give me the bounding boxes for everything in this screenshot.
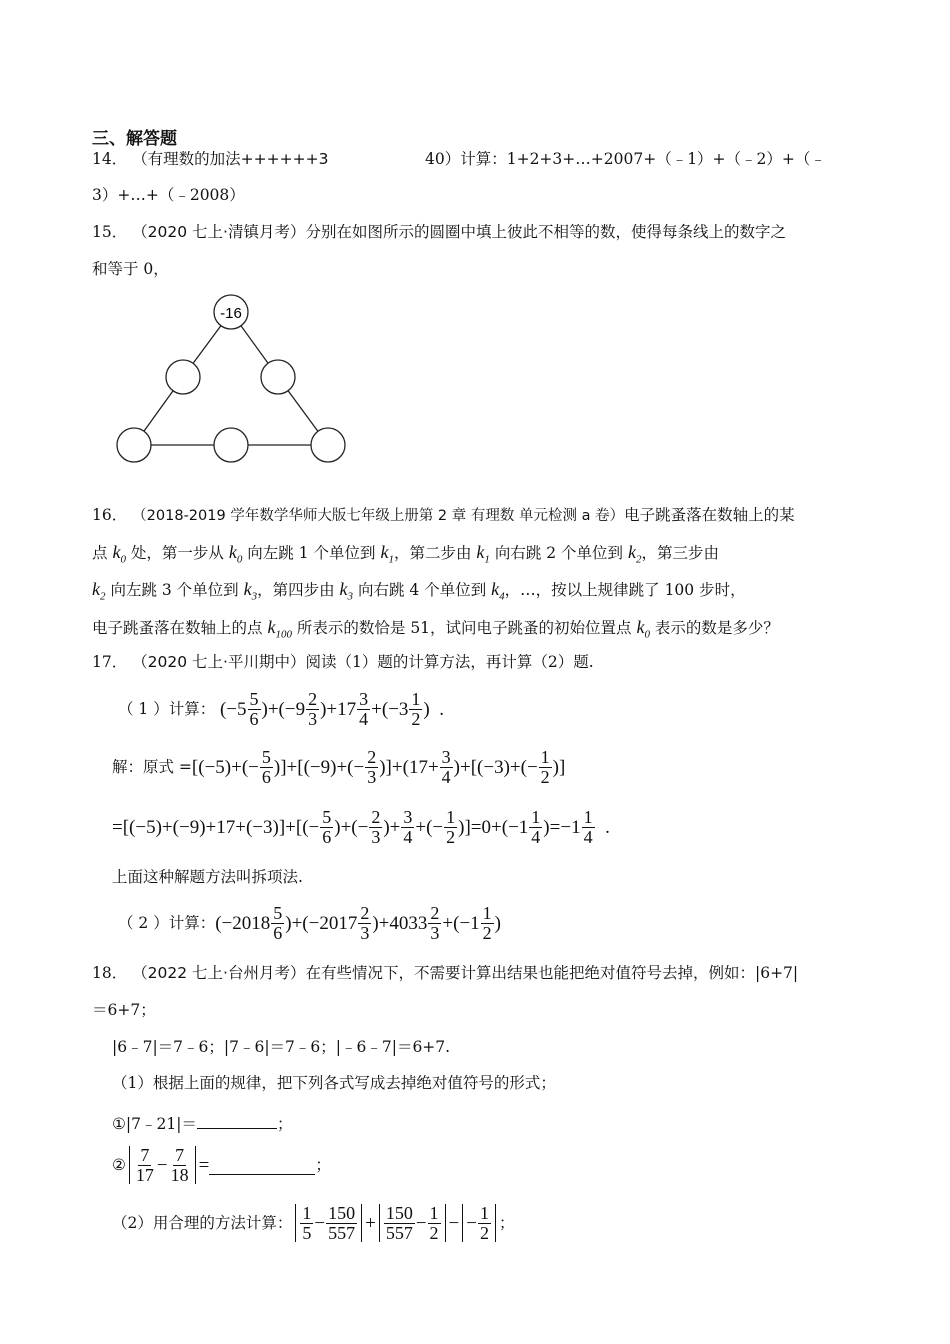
numerator: 2 <box>367 747 377 767</box>
q17-part1-expr: （ 1 ）计算： (− 5 $\frac{5}{6}$ )+(− 9 $\frac{2}{3}$ )+ 17 $\frac{3}{4}$ +(− 3 $\frac{1}{2}$ ) . <box>118 689 444 729</box>
numerator: 1 <box>479 1203 489 1223</box>
q18-examples: |6﹣7|＝7﹣6；|7﹣6|＝7﹣6；|﹣6﹣7|＝6+7. <box>112 1038 451 1056</box>
q17-part1 <box>118 690 444 729</box>
numerator: 2 <box>360 903 370 923</box>
denominator: 3 <box>308 708 318 729</box>
q18-source: （2022 七上·台州月考） <box>132 964 306 982</box>
circle-bottom-left <box>117 428 151 462</box>
k0 <box>112 542 126 566</box>
denominator: 4 <box>583 826 593 847</box>
q18-text-a: 在有些情况下，不需要计算出结果也能把绝对值符号去掉，例如：|6+7| <box>305 964 799 982</box>
k3 <box>243 579 258 603</box>
circle-bottom-mid <box>214 428 248 462</box>
q16-line3 <box>92 580 746 603</box>
numerator: 1 <box>302 1203 312 1223</box>
numerator: 150 <box>385 1203 413 1223</box>
k-var: k <box>228 542 237 562</box>
numerator: 1 <box>446 807 456 827</box>
abs-bar <box>379 1204 380 1242</box>
circle-bottom-right <box>311 428 345 462</box>
q16-line4 <box>92 618 779 641</box>
k-var: k <box>636 617 645 637</box>
numerator: 5 <box>273 903 283 923</box>
denominator: 4 <box>441 766 451 787</box>
period: . <box>605 816 610 838</box>
q14-line1 <box>92 152 328 168</box>
fraction <box>582 808 595 847</box>
denominator: 3 <box>367 766 377 787</box>
numerator: 7 <box>140 1145 150 1165</box>
numerator: 5 <box>261 747 271 767</box>
denominator: 6 <box>273 922 283 943</box>
fraction <box>539 748 552 787</box>
denominator: 6 <box>322 826 332 847</box>
q18-item2-expr: ② $\frac{7}{17}$ − $\frac{7}{18}$ = ； <box>112 1145 331 1185</box>
fraction <box>248 690 261 729</box>
q16-line1 <box>92 508 795 524</box>
k-sub: 0 <box>236 553 243 566</box>
q18-item2 <box>112 1146 331 1185</box>
q17-line1 <box>92 655 594 671</box>
denominator: 2 <box>479 1222 489 1243</box>
q17-number: 17． <box>92 653 128 671</box>
denominator: 2 <box>482 922 492 943</box>
k-var: k <box>339 579 348 599</box>
q16-text: 向左跳 3 个单位到 <box>110 581 239 599</box>
q16-text-l1: 电子跳蚤落在数轴上的某 <box>624 506 795 524</box>
denominator: 2 <box>446 826 456 847</box>
period: . <box>439 698 444 720</box>
fraction <box>428 1204 441 1243</box>
term: 3 <box>263 816 273 838</box>
q15-source: （2020 七上·清镇月考） <box>132 223 306 241</box>
q18-item1 <box>112 1112 292 1133</box>
fraction <box>306 690 319 729</box>
circle-mid-right <box>261 360 295 394</box>
term: 5 <box>146 816 156 838</box>
denominator: 2 <box>411 708 421 729</box>
numerator: 1 <box>583 807 593 827</box>
q16-text: ，第四步由 <box>257 581 335 599</box>
k-sub: 3 <box>251 590 258 603</box>
q15-number: 15． <box>92 223 128 241</box>
q18-number: 18． <box>92 964 128 982</box>
q16-text: 向左跳 1 个单位到 <box>247 544 376 562</box>
k2 <box>92 579 106 603</box>
denominator: 17 <box>135 1164 154 1185</box>
abs-bar <box>495 1204 496 1242</box>
q17-closing: 上面这种解题方法叫拆项法. <box>112 868 303 886</box>
abs-bar <box>361 1204 362 1242</box>
numerator: 3 <box>359 689 369 709</box>
numerator: 1 <box>482 903 492 923</box>
q16-text: ，…，按以上规律跳了 100 步时， <box>504 581 746 599</box>
denominator: 18 <box>170 1164 189 1185</box>
q16-text: ，第二步由 <box>393 544 472 562</box>
k-sub: 0 <box>644 628 650 641</box>
numerator: 1 <box>411 689 421 709</box>
q18-item2-mark: ② <box>112 1155 126 1174</box>
result: 0 <box>481 816 492 838</box>
q17-solution-expr1: 解：原式 = [(− 5 )+(− $\frac{5}{6}$ )]+[(− 9 )+(− $\frac{2}{3}$ )]+( 17 + $\frac{3}{4}$ )+[(− 3 )+(− $\frac{1}{2}$ )] <box>112 747 566 787</box>
q18-part1: （1）根据上面的规律，把下列各式写成去掉绝对值符号的形式； <box>112 1074 556 1092</box>
k2 <box>627 542 642 566</box>
fraction <box>357 690 370 729</box>
k-sub: 2 <box>100 590 106 603</box>
q16-text: ，第三步由 <box>641 544 719 562</box>
fraction <box>358 904 371 943</box>
numerator: 3 <box>403 807 413 827</box>
q16-text: 向右跳 2 个单位到 <box>494 544 624 562</box>
fraction <box>271 904 284 943</box>
whole: 2017 <box>319 912 358 934</box>
q14-number: 14． <box>92 150 128 168</box>
k-var: k <box>92 579 100 599</box>
whole: 1 <box>470 912 480 934</box>
q17-solution-line1 <box>112 748 565 787</box>
numerator: 5 <box>249 689 259 709</box>
numerator: 1 <box>540 747 550 767</box>
whole: 1 <box>571 816 581 838</box>
denominator: 2 <box>429 1222 439 1243</box>
fraction <box>444 808 457 847</box>
q17-solution-line2 <box>112 808 610 847</box>
numerator: 1 <box>429 1203 439 1223</box>
term: 3 <box>494 756 504 778</box>
k-var: k <box>476 542 485 562</box>
abs-bar <box>462 1204 463 1242</box>
q17-solution-label: 解：原式 = <box>112 757 192 776</box>
k-var: k <box>267 617 276 637</box>
q15-line2: 和等于 0， <box>92 260 169 278</box>
fraction <box>529 808 542 847</box>
q18-part2-label: （2）用合理的方法计算： <box>112 1213 293 1232</box>
term: 9 <box>189 816 200 838</box>
triangle-figure <box>108 290 358 468</box>
k-var: k <box>243 579 252 599</box>
q17-part1-label: （ 1 ）计算： <box>118 699 216 718</box>
k-sub: 100 <box>275 628 292 641</box>
k100 <box>267 617 292 641</box>
q16-text: 点 <box>92 544 108 562</box>
q17-source: （2020 七上·平川期中） <box>132 653 306 671</box>
q17-part2-expr: （ 2 ）计算： (− 2018 $\frac{5}{6}$ )+(− 2017 $\frac{2}{3}$ )+ 4033 $\frac{2}{3}$ +(− 1 $\frac{1}{2}$ ) <box>118 903 501 943</box>
denominator: 3 <box>360 922 370 943</box>
denominator: 4 <box>531 826 541 847</box>
k-sub: 1 <box>484 553 490 566</box>
q16-text: 处，第一步从 <box>130 544 224 562</box>
semicolon: ； <box>315 1155 331 1174</box>
numerator: 2 <box>371 807 381 827</box>
k-sub: 3 <box>347 590 354 603</box>
k1 <box>380 542 394 566</box>
numerator: 2 <box>308 689 318 709</box>
q14-line2: 3）+…+（﹣2008） <box>92 186 245 204</box>
denominator: 557 <box>328 1222 356 1243</box>
k0 <box>636 617 650 641</box>
q16-source: （2018-2019 学年数学华师大版七年级上册第 2 章 有理数 单元检测 a 卷） <box>132 508 625 524</box>
numerator: 150 <box>328 1203 356 1223</box>
fraction <box>440 748 453 787</box>
abs-bar <box>195 1146 196 1184</box>
q17-part2-label: （ 2 ）计算： <box>118 913 216 932</box>
term: 9 <box>320 756 331 778</box>
q14-line1-tail: 40）计算：1+2+3+…+2007+（﹣1）+（﹣2）+（﹣ <box>425 150 826 168</box>
fraction <box>365 748 378 787</box>
k-var: k <box>491 579 500 599</box>
fraction <box>260 748 273 787</box>
q18-line1 <box>92 966 798 982</box>
q16-number: 16． <box>92 506 128 524</box>
q18-part2-expr: （2）用合理的方法计算： $\frac{1}{5}$ − $\frac{150}{557}$ + $\frac{150}{557}$ − $\frac{1}{2}$ − − $\frac{1}{2}$ ； <box>112 1203 515 1243</box>
denominator: 6 <box>261 766 271 787</box>
k3 <box>339 579 354 603</box>
q14-source: （有理数的加法++++++3 <box>132 150 329 168</box>
denominator: 4 <box>403 826 413 847</box>
k-sub: 4 <box>499 590 505 603</box>
fraction <box>409 690 422 729</box>
abs-bar <box>445 1204 446 1242</box>
k-var: k <box>112 542 121 562</box>
answer-blank-2[interactable] <box>209 1158 315 1175</box>
whole: 1 <box>518 816 529 838</box>
k-sub: 2 <box>635 553 642 566</box>
fraction <box>401 808 414 847</box>
term: 5 <box>215 756 225 778</box>
fraction <box>428 904 441 943</box>
denominator: 5 <box>302 1222 312 1243</box>
term: 17 <box>216 816 236 838</box>
q17-solution-expr2: =[(− 5 )+(− 9 )+ 17 +(− 3 )]+[(− $\frac{5}{6}$ )+(− $\frac{2}{3}$ )+ $\frac{3}{4}$ +(− $\frac{1}{2}$ )]= 0 +(− 1 $\frac{1}{4}$ )=− 1 $\frac{1}{4}$ . <box>112 807 610 847</box>
abs-bar <box>129 1146 130 1184</box>
k1 <box>476 542 490 566</box>
fraction <box>300 1204 313 1243</box>
q18-part2 <box>112 1204 514 1243</box>
fraction <box>320 808 333 847</box>
fraction <box>326 1204 357 1243</box>
k-var: k <box>627 542 636 562</box>
q15-text-a: 分别在如图所示的圆圈中填上彼此不相等的数，使得每条线上的数字之 <box>305 223 786 241</box>
fraction <box>134 1146 156 1185</box>
q15-line1 <box>92 225 786 241</box>
whole: 5 <box>237 698 247 720</box>
numerator: 2 <box>430 903 440 923</box>
denominator: 4 <box>359 708 369 729</box>
semicolon: ； <box>498 1213 515 1232</box>
whole: 2018 <box>232 912 271 934</box>
denominator: 557 <box>385 1222 413 1243</box>
abs-bar <box>295 1204 296 1242</box>
circle-top-value: -16 <box>220 305 242 322</box>
k-sub: 0 <box>120 553 126 566</box>
whole: 4033 <box>389 912 428 934</box>
fraction <box>481 904 494 943</box>
numerator: 5 <box>322 807 332 827</box>
numerator: 7 <box>175 1145 185 1165</box>
whole: 3 <box>398 698 409 720</box>
denominator: 2 <box>540 766 550 787</box>
k-var: k <box>380 542 389 562</box>
q18-item1-text: ①|7﹣21|＝ <box>112 1115 197 1133</box>
numerator: 1 <box>531 807 541 827</box>
answer-blank-1[interactable] <box>197 1112 277 1129</box>
fraction <box>169 1146 191 1185</box>
fraction <box>478 1204 491 1243</box>
section-title: 三、解答题 <box>92 129 177 149</box>
whole: 9 <box>295 698 306 720</box>
k0 <box>228 542 243 566</box>
k-sub: 1 <box>388 553 394 566</box>
denominator: 3 <box>371 826 381 847</box>
q17-part2 <box>118 904 501 943</box>
whole: 17 <box>337 698 357 720</box>
circle-mid-left <box>166 360 200 394</box>
q16-text: 电子跳蚤落在数轴上的点 <box>92 619 263 637</box>
semicolon: ； <box>276 1115 293 1133</box>
equals: = <box>198 1154 210 1176</box>
q17-intro: 阅读（1）题的计算方法，再计算（2）题. <box>305 653 594 671</box>
denominator: 3 <box>430 922 440 943</box>
q18-line2: ＝6+7； <box>92 1001 156 1019</box>
q16-line2 <box>92 543 719 566</box>
q16-text: 所表示的数恰是 51，试问电子跳蚤的初始位置点 <box>296 619 632 637</box>
q16-text: 表示的数是多少？ <box>654 619 779 637</box>
numerator: 3 <box>441 747 451 767</box>
term: 17 <box>408 756 428 778</box>
denominator: 6 <box>249 708 259 729</box>
q16-text: 向右跳 4 个单位到 <box>357 581 487 599</box>
fraction <box>369 808 382 847</box>
fraction <box>384 1204 415 1243</box>
k4 <box>491 579 505 603</box>
